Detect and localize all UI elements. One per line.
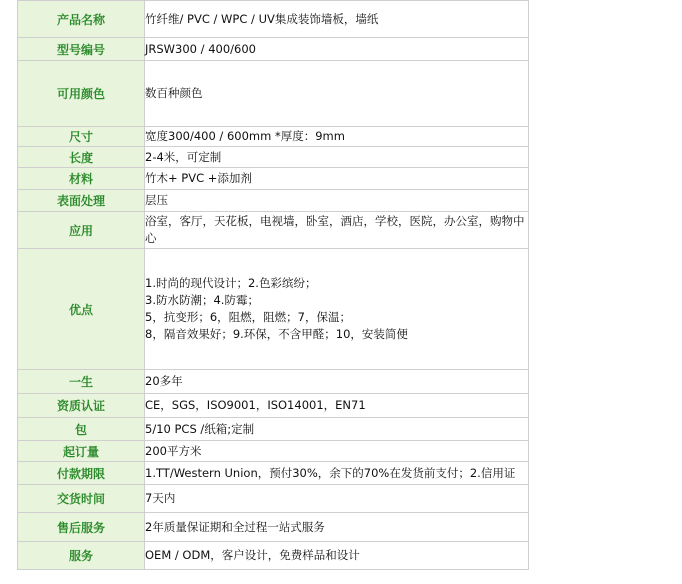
- table-row: [18, 190, 529, 212]
- row-value: 2年质量保证期和全过程一站式服务: [145, 513, 529, 542]
- row-label: 交货时间: [18, 485, 145, 513]
- row-label: 包: [18, 418, 145, 441]
- row-value: 7天内: [145, 485, 529, 513]
- row-value: 20多年: [145, 370, 529, 394]
- table-row: [18, 462, 529, 485]
- product-spec-table: [17, 0, 529, 570]
- table-row: [18, 418, 529, 441]
- row-value: 宽度300/400 / 600mm *厚度：9mm: [145, 127, 529, 147]
- advantage-line: 1.时尚的现代设计；2.色彩缤纷；: [145, 276, 317, 290]
- advantage-line: 5，抗变形；6，阻燃，阻燃；7，保温；: [145, 310, 351, 324]
- table-row: [18, 147, 529, 168]
- row-label: 售后服务: [18, 513, 145, 542]
- table-row: [18, 542, 529, 570]
- row-value: 数百种颜色: [145, 61, 529, 127]
- row-label: 优点: [18, 249, 145, 370]
- row-label: 付款期限: [18, 462, 145, 485]
- row-value: 2-4米，可定制: [145, 147, 529, 168]
- row-label: 长度: [18, 147, 145, 168]
- row-value: 层压: [145, 190, 529, 212]
- table-row: [18, 370, 529, 394]
- advantage-line: 8，隔音效果好；9.环保，不含甲醛；10，安装简便: [145, 327, 408, 341]
- table-row: [18, 38, 529, 61]
- row-value: 1.TT/Western Union，预付30%，余下的70%在发货前支付；2.信用证: [145, 462, 529, 485]
- table-row: [18, 168, 529, 190]
- row-value: JRSW300 / 400/600: [145, 38, 529, 61]
- row-label: 资质认证: [18, 394, 145, 418]
- row-value: 浴室，客厅，天花板，电视墙，卧室，酒店，学校，医院，办公室，购物中心: [145, 212, 529, 249]
- row-label: 表面处理: [18, 190, 145, 212]
- row-label: 材料: [18, 168, 145, 190]
- table-row: [18, 485, 529, 513]
- row-value: CE，SGS，ISO9001，ISO14001，EN71: [145, 394, 529, 418]
- table-row: [18, 1, 529, 38]
- table-row: [18, 513, 529, 542]
- table-row: [18, 61, 529, 127]
- row-label: 型号编号: [18, 38, 145, 61]
- table-row: [18, 441, 529, 462]
- row-value: 200平方米: [145, 441, 529, 462]
- table-row: [18, 212, 529, 249]
- row-value: 竹纤维/ PVC / WPC / UV集成装饰墙板，墙纸: [145, 1, 529, 38]
- row-label: 尺寸: [18, 127, 145, 147]
- row-label: 服务: [18, 542, 145, 570]
- row-label: 产品名称: [18, 1, 145, 38]
- row-label: 一生: [18, 370, 145, 394]
- row-label: 应用: [18, 212, 145, 249]
- row-value: 竹木+ PVC +添加剂: [145, 168, 529, 190]
- row-value: [145, 249, 529, 370]
- advantage-line: 3.防水防潮；4.防霉；: [145, 293, 259, 307]
- row-value: OEM / ODM，客户设计，免费样品和设计: [145, 542, 529, 570]
- row-label: 可用颜色: [18, 61, 145, 127]
- row-label: 起订量: [18, 441, 145, 462]
- table-row: [18, 249, 529, 370]
- row-value: 5/10 PCS /纸箱;定制: [145, 418, 529, 441]
- table-row: [18, 127, 529, 147]
- table-row: [18, 394, 529, 418]
